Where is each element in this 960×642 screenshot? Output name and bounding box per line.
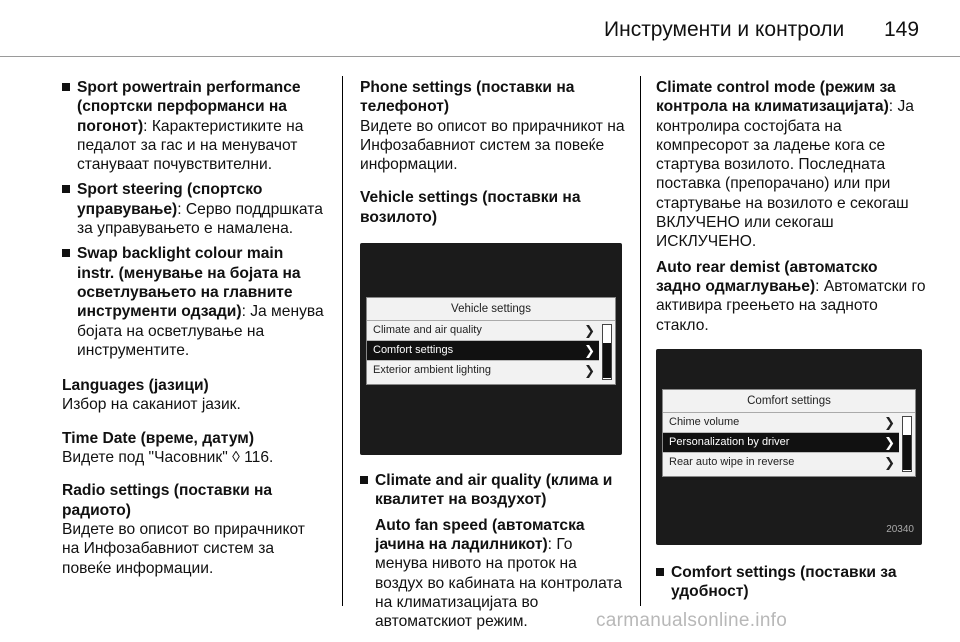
item-heading: Climate and air quality (клима и квалитет на воздухот) (375, 472, 613, 509)
chevron-right-icon: ❯ (584, 343, 595, 359)
bullet-icon (62, 185, 70, 193)
section-time-date (62, 429, 324, 468)
section-languages (62, 376, 324, 415)
section-vehicle (360, 188, 628, 227)
page-number: 149 (884, 18, 920, 41)
chevron-right-icon: ❯ (884, 434, 895, 450)
scrollbar[interactable] (602, 324, 612, 380)
menu-item-personalization[interactable]: Personalization by driver ❯ (663, 433, 899, 453)
section-heading: Vehicle settings (поставки на возилото) (360, 189, 581, 226)
image-code: 20340 (886, 523, 914, 535)
section-text: Видете во описот во прирачникот на Инфозабавниот систем за повеќе информации. (360, 117, 625, 174)
vehicle-settings-screenshot (360, 243, 622, 455)
subsection-rear-demist (656, 258, 926, 335)
chevron-right-icon: ❯ (884, 414, 895, 430)
item-heading: Comfort settings (поставки за удобност) (671, 563, 897, 601)
list-item (656, 563, 926, 602)
chevron-right-icon: ❯ (884, 454, 895, 470)
list-item (62, 244, 324, 360)
section-text: : Ја контролира состојбата на компресорот за ладење кога се стартува возилото. Последната поставка (препорачано) или при стартување на возилото е секогаш ВКЛУЧЕНО или секогаш ИСКЛУЧЕНО. (656, 98, 914, 251)
item-text: : Серво поддршката за управувањето е намалена. (77, 200, 323, 238)
page-title: Инструменти и контроли (604, 18, 845, 41)
menu-item-comfort[interactable]: Comfort settings ❯ (367, 341, 599, 361)
column-right (656, 78, 926, 607)
section-heading: Radio settings (поставки на радиото) (62, 482, 273, 519)
section-radio (62, 481, 324, 577)
list-item (360, 471, 628, 510)
section-heading: Phone settings (поставки на телефонот) (360, 79, 575, 116)
section-text: : Го менува нивото на проток на воздух во кабината на контролата на климатизацијата во автоматскиот режим. (375, 535, 623, 631)
item-heading: Sport steering (спортско управување) (77, 181, 263, 218)
column-divider (640, 76, 641, 606)
list-item (62, 180, 324, 238)
menu-item-exterior-lighting[interactable]: Exterior ambient lighting ❯ (373, 363, 595, 379)
display-screen (662, 389, 916, 477)
column-middle (360, 78, 628, 631)
section-heading: Climate control mode (режим за контрола на климатизацијата) (656, 79, 896, 116)
bullet-icon (62, 249, 70, 257)
section-text: : Автоматски го активира греењето на задното стакло. (656, 277, 926, 334)
screen-title: Vehicle settings (367, 298, 615, 321)
watermark: carmanualsonline.info (596, 610, 788, 631)
menu-item-chime-volume[interactable]: Chime volume ❯ (663, 413, 899, 433)
page-reference-icon: ◊ (232, 449, 240, 467)
menu-item-climate[interactable]: Climate and air quality ❯ (367, 321, 599, 341)
display-screen (366, 297, 616, 385)
column-divider (342, 76, 343, 606)
section-phone (360, 78, 628, 174)
item-text: : Ја менува бојата на осветлување на инструментите. (77, 303, 324, 359)
item-heading: Swap backlight colour main instr. (менување на бојата на осветлувањето на главните инструменти одзади) (77, 245, 301, 321)
section-text: Избор на саканиот јазик. (62, 396, 241, 414)
item-text: : Карактеристиките на педалот за гас и на менувачот стануваат почувствителни. (77, 117, 304, 174)
header-divider (0, 56, 960, 57)
screen-title: Comfort settings (663, 390, 915, 413)
bullet-icon (62, 83, 70, 91)
item-heading: Sport powertrain performance (спортски перформанси на погонот) (77, 79, 301, 135)
chevron-right-icon: ❯ (584, 363, 595, 379)
bullet-icon (360, 476, 368, 484)
list-item (62, 78, 324, 174)
section-heading: Auto rear demist (автоматско задно одмаглување) (656, 258, 878, 295)
subsection-fan-speed (360, 516, 628, 632)
scrollbar-thumb[interactable] (603, 343, 611, 378)
section-heading: Languages (јазици) (62, 377, 209, 395)
chevron-right-icon: ❯ (584, 323, 595, 339)
menu-item-rear-wipe[interactable]: Rear auto wipe in reverse ❯ (669, 454, 895, 470)
page-reference[interactable]: 116. (239, 449, 274, 467)
scrollbar[interactable] (902, 416, 912, 472)
section-text: Видете во описот во прирачникот на Инфозабавниот систем за повеќе информации. (62, 520, 305, 577)
scrollbar-thumb[interactable] (903, 435, 911, 470)
bullet-icon (656, 568, 664, 576)
column-left (62, 78, 324, 588)
subsection-climate-mode (656, 78, 926, 252)
section-text: Видете под "Часовник" (62, 449, 233, 467)
comfort-settings-screenshot (656, 349, 922, 545)
section-heading: Auto fan speed (автоматска јачина на ладилникот) (375, 516, 585, 553)
section-heading: Time Date (време, датум) (62, 429, 255, 447)
